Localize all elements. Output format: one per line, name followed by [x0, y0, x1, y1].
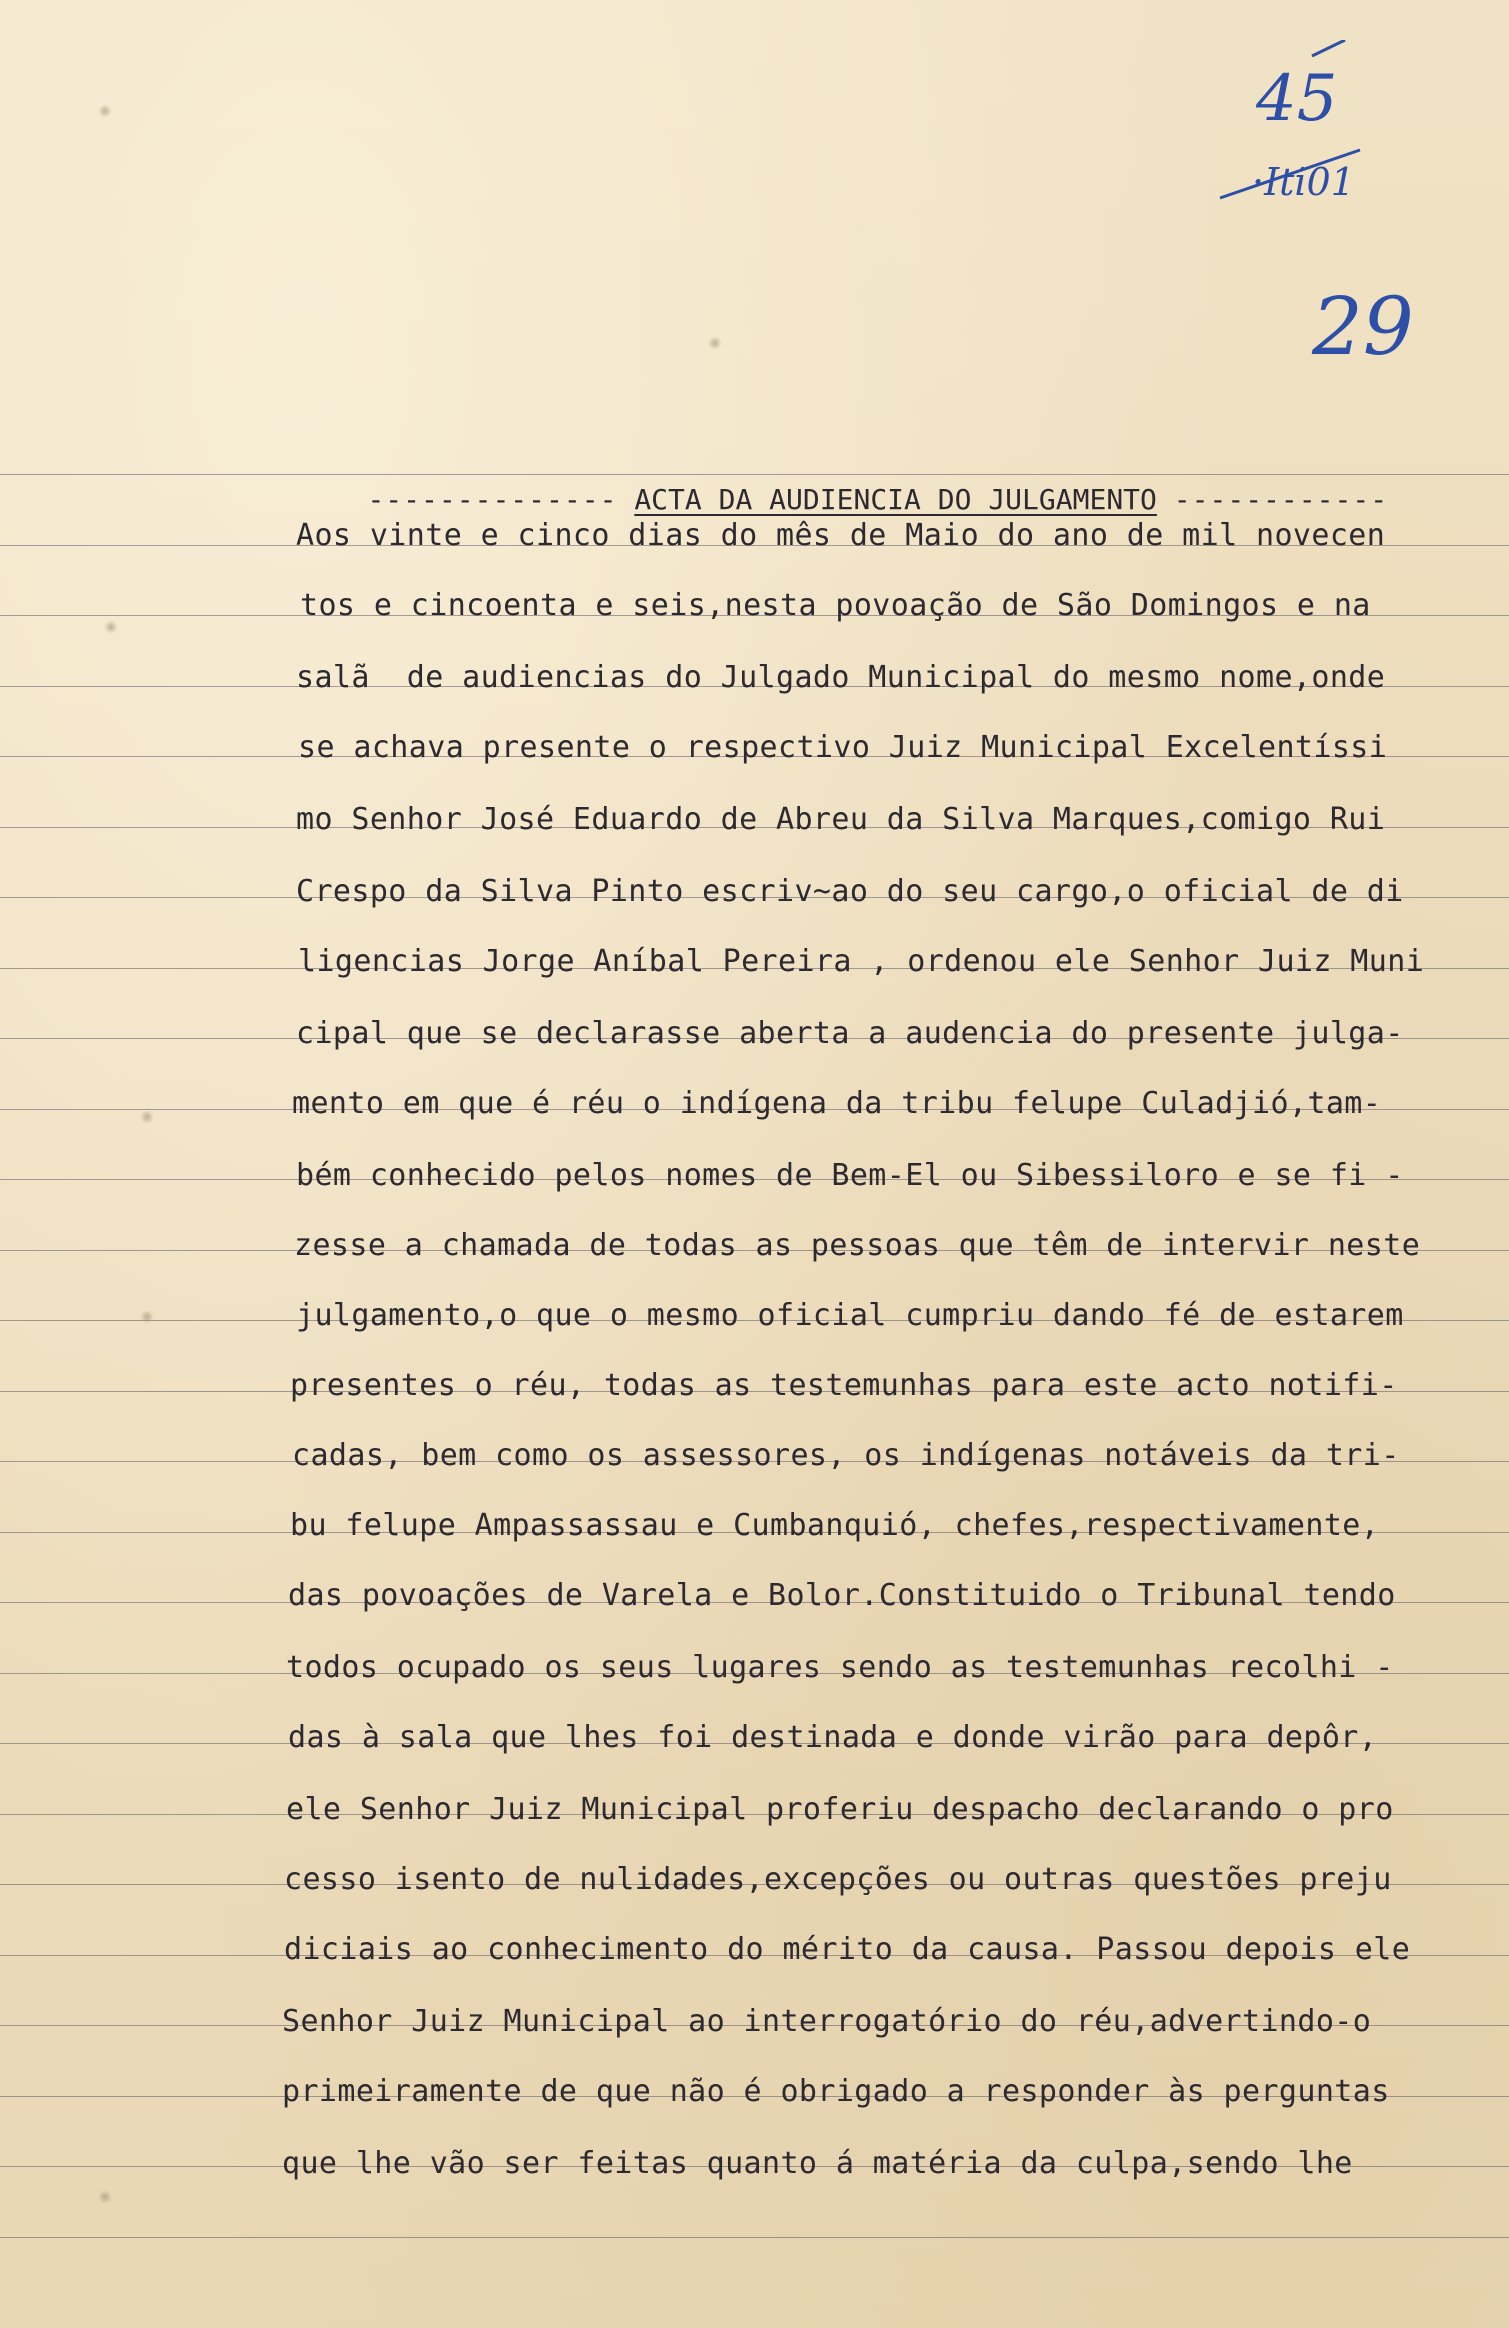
title-dashes-right: ------------ — [1173, 483, 1389, 516]
text-line: zesse a chamada de todas as pessoas que têm de intervir neste — [294, 1228, 1421, 1263]
text-line: primeiramente de que não é obrigado a responder às perguntas — [282, 2074, 1390, 2109]
margin-mark — [98, 104, 112, 118]
text-line: se achava presente o respectivo Juiz Municipal Excelentíssi — [298, 730, 1388, 765]
title-text: ACTA DA AUDIENCIA DO JULGAMENTO — [634, 483, 1157, 516]
text-line: cipal que se declarasse aberta a audencia do presente julga- — [296, 1016, 1404, 1051]
text-line: ele Senhor Juiz Municipal proferiu despacho declarando o pro — [286, 1792, 1394, 1827]
text-line: que lhe vão ser feitas quanto á matéria da culpa,sendo lhe — [282, 2146, 1353, 2181]
title-dashes-left: -------------- — [367, 483, 618, 516]
text-line: julgamento,o que o mesmo oficial cumpriu dando fé de estarem — [296, 1298, 1404, 1333]
text-line: mento em que é réu o indígena da tribu felupe Culadjió,tam- — [292, 1086, 1382, 1121]
text-line: diciais ao conhecimento do mérito da causa. Passou depois ele — [284, 1932, 1411, 1967]
text-line: das à sala que lhes foi destinada e donde virão para depôr, — [288, 1720, 1378, 1755]
margin-mark — [98, 2190, 112, 2204]
margin-mark — [708, 336, 722, 350]
margin-mark — [140, 1110, 154, 1124]
margin-mark — [140, 1310, 154, 1324]
folio-strike-line — [1200, 40, 1400, 260]
text-line: cadas, bem como os assessores, os indígenas notáveis da tri- — [292, 1438, 1400, 1473]
text-line: ligencias Jorge Aníbal Pereira , ordenou ele Senhor Juiz Muni — [298, 944, 1425, 979]
text-line: cesso isento de nulidades,excepções ou outras questões preju — [284, 1862, 1392, 1897]
margin-mark — [104, 620, 118, 634]
text-line: Crespo da Silva Pinto escriv~ao do seu cargo,o oficial de di — [296, 874, 1404, 909]
text-line: todos ocupado os seus lugares sendo as testemunhas recolhi - — [286, 1650, 1394, 1685]
text-line: Senhor Juiz Municipal ao interrogatório do réu,advertindo-o — [282, 2004, 1372, 2039]
text-line: tos e cincoenta e seis,nesta povoação de São Domingos e na — [300, 588, 1371, 623]
folio-number-top: 45 — [1256, 62, 1338, 136]
text-line: presentes o réu, todas as testemunhas para este acto notifi- — [290, 1368, 1398, 1403]
folio-number-bottom: 29 — [1312, 280, 1414, 373]
text-line: bu felupe Ampassassau e Cumbanquió, chefes,respectivamente, — [290, 1508, 1380, 1543]
text-line: mo Senhor José Eduardo de Abreu da Silva Marques,comigo Rui — [296, 802, 1386, 837]
text-line: salã de audiencias do Julgado Municipal do mesmo nome,onde — [296, 660, 1386, 695]
folio-number-middle: ·Iti01 — [1252, 160, 1355, 204]
text-line: das povoações de Varela e Bolor.Constituido o Tribunal tendo — [288, 1578, 1396, 1613]
text-line: bém conhecido pelos nomes de Bem-El ou Sibessiloro e se fi - — [296, 1158, 1404, 1193]
text-line: Aos vinte e cinco dias do mês de Maio do ano de mil novecen — [296, 518, 1386, 553]
ruled-line — [0, 2237, 1509, 2238]
